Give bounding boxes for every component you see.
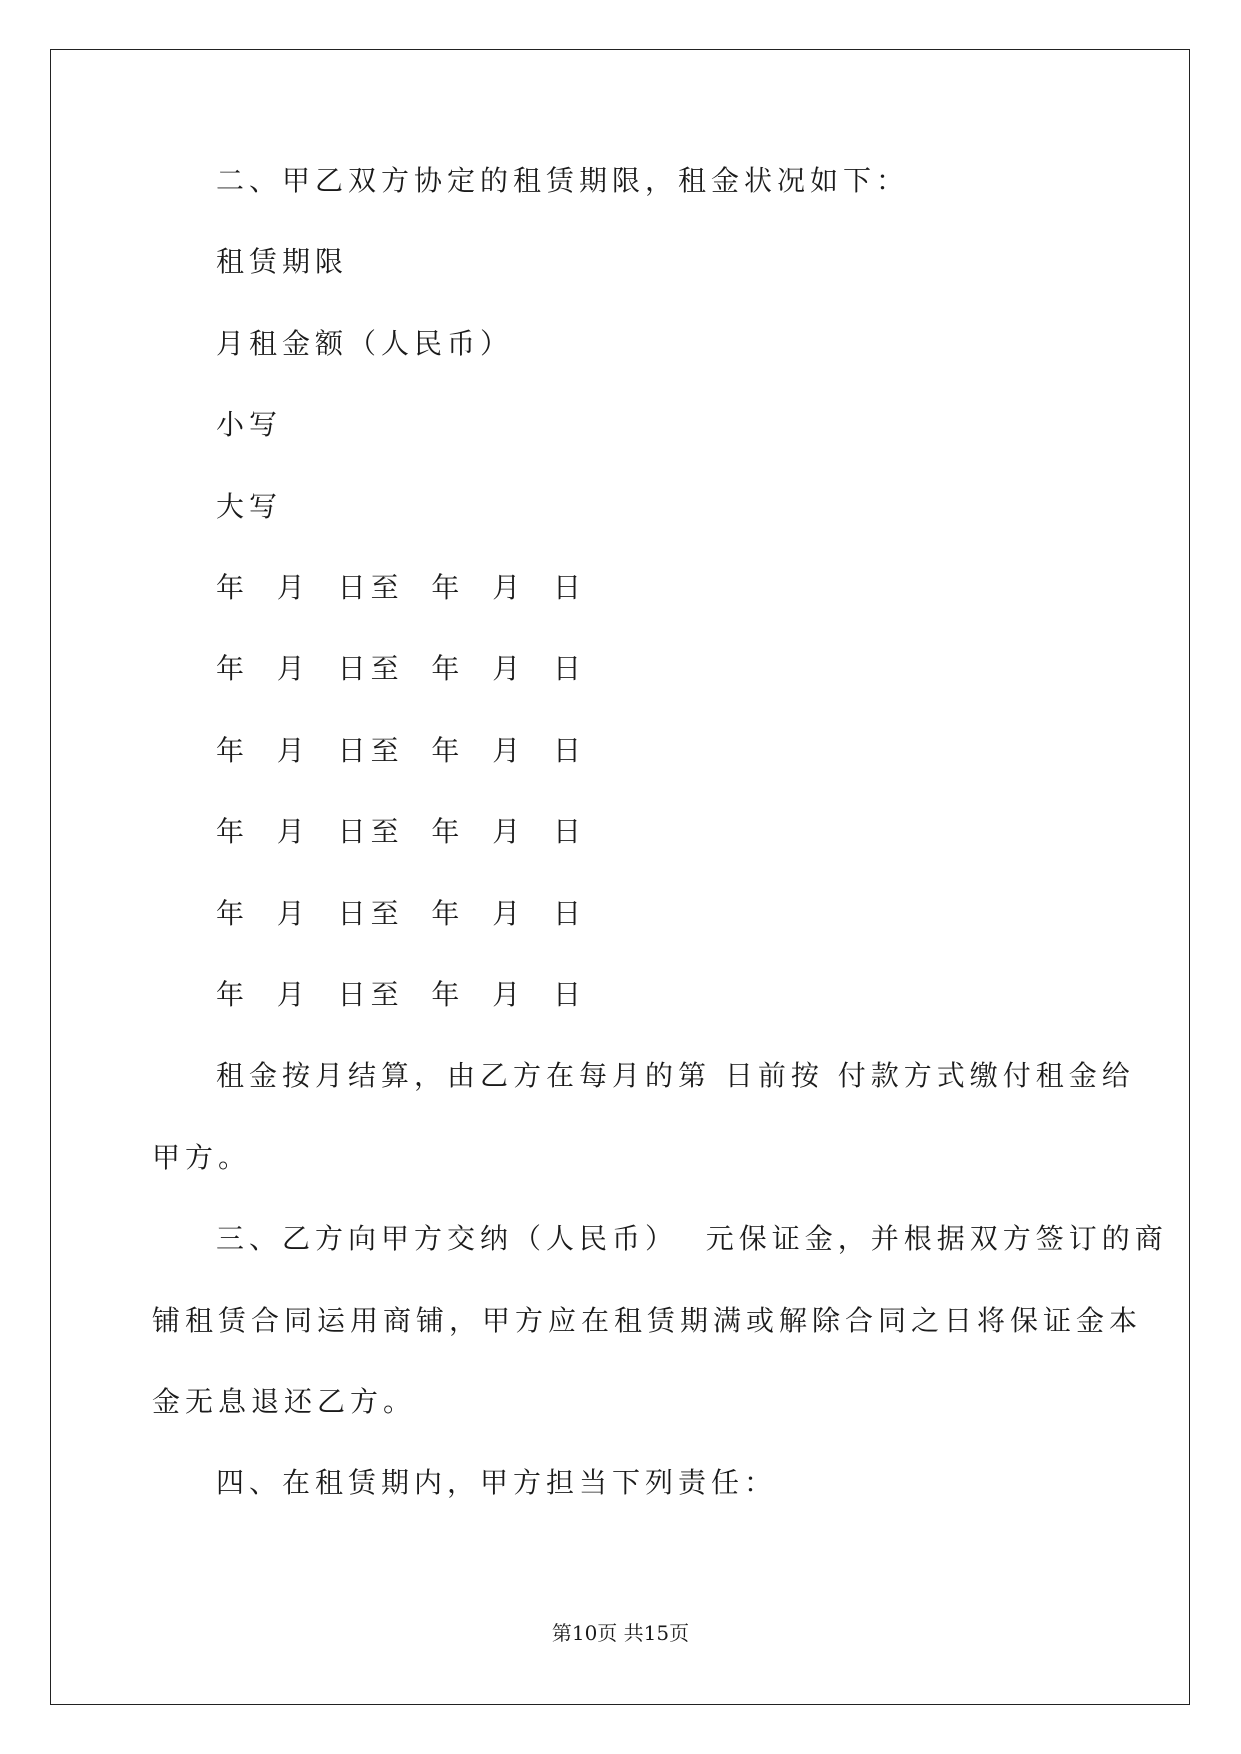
- section4-heading: 四、在租赁期内，甲方担当下列责任：: [216, 1466, 778, 1499]
- date-range-row: 年 月 日至 年 月 日: [216, 652, 587, 685]
- section2-heading: 二、甲乙双方协定的租赁期限，租金状况如下：: [216, 164, 910, 197]
- label-monthly-rent: 月租金额（人民币）: [216, 327, 514, 360]
- date-range-row: 年 月 日至 年 月 日: [216, 978, 587, 1011]
- date-range-row: 年 月 日至 年 月 日: [216, 571, 587, 604]
- label-uppercase-amount: 大写: [216, 490, 283, 523]
- label-lowercase-amount: 小写: [216, 408, 283, 441]
- rent-paragraph-line: 租金按月结算，由乙方在每月的第 日前按 付款方式缴付租金给: [216, 1059, 1135, 1092]
- section3-line: 三、乙方向甲方交纳（人民币） 元保证金，并根据双方签订的商: [216, 1222, 1168, 1255]
- date-range-row: 年 月 日至 年 月 日: [216, 815, 587, 848]
- section3-line: 铺租赁合同运用商铺，甲方应在租赁期满或解除合同之日将保证金本: [152, 1304, 1143, 1337]
- date-range-row: 年 月 日至 年 月 日: [216, 897, 587, 930]
- date-range-row: 年 月 日至 年 月 日: [216, 734, 587, 767]
- label-lease-term: 租赁期限: [216, 245, 349, 278]
- page-frame: [50, 49, 1190, 1705]
- page-number-footer: 第10页 共15页: [551, 1621, 690, 1645]
- rent-paragraph-line: 甲方。: [152, 1141, 252, 1174]
- section3-line: 金无息退还乙方。: [152, 1385, 417, 1418]
